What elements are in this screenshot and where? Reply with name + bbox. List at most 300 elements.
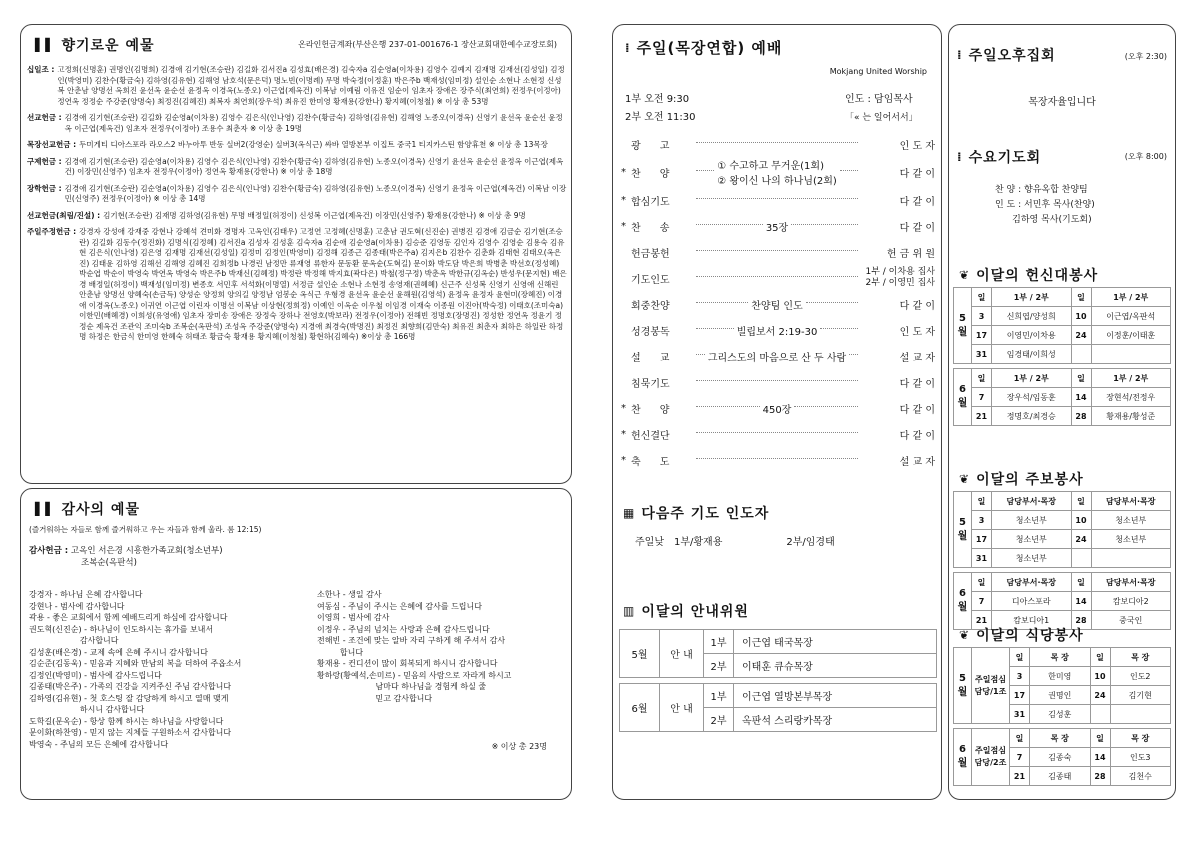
schedule-cell: 황재용/황성준 — [1091, 407, 1171, 426]
dotted-leader — [696, 354, 705, 355]
thanks-line: 믿고 감사합니다 — [317, 693, 433, 703]
offering-row-text — [65, 157, 567, 178]
weekly-title-wrap — [959, 469, 1084, 489]
offering-row-label: 장학헌금 : — [27, 183, 62, 193]
schedule-header — [954, 369, 1171, 388]
schedule-month: 6 월 — [954, 729, 972, 786]
dots-icon: ⁞ — [957, 150, 963, 164]
offering-row-note: ※ 이상 총 53명 — [436, 96, 489, 106]
thanks-line: 남마다 하나님을 경험케 하실 줄 — [317, 682, 487, 691]
leader-2: 「« 는 일어서서」 — [845, 113, 918, 123]
dotted-leader — [696, 198, 858, 199]
worship-subtitle: Mokjang United Worship — [829, 67, 927, 76]
dotted-leader — [820, 328, 858, 329]
offering-row — [27, 140, 567, 151]
worship-star — [619, 265, 629, 291]
thanks-line: 곽용 - 좋은 교회에서 함께 예배드리게 하심에 감사합니다 — [29, 613, 228, 622]
worship-star: * — [621, 194, 626, 206]
thanks-line: 김순준(김동욱) - 믿음과 지혜와 만남의 복을 더하여 주옵소서 — [29, 659, 242, 668]
schedule-table — [953, 368, 1171, 426]
worship-part: 광 고 — [631, 140, 670, 152]
weekly-title: 이달의 주보봉사 — [976, 472, 1084, 488]
schedule-header — [954, 729, 1171, 748]
offering-row-note: ※ 이상 총 19명 — [250, 123, 302, 133]
worship-star — [619, 317, 629, 343]
dotted-leader — [849, 354, 858, 355]
thanks-offer-text1: 고옥인 서은경 시흥한가족교회(청소년부) — [70, 546, 223, 556]
dotted-leader — [696, 170, 714, 171]
offering-list — [27, 65, 567, 349]
dotted-leader — [696, 302, 748, 303]
schedule-month: 5 월 — [954, 288, 972, 364]
schedule-col-header: 일 — [972, 573, 992, 592]
worship-star — [619, 369, 629, 395]
usher-month: 6월 — [620, 684, 660, 732]
worship-item — [619, 317, 937, 343]
offering-row-names: 강경자 강성애 강재중 강현나 강혜석 견미화 경명자 고옥인(김태우) 고정연 고정혜(신명훈) 고춘남 권도혁(신진순) 권병진 김경애 김금순 김기현(조승란) 김길화 김동수(정진화) 김명식(김정혜) 김서진a 김성자 김성훈 김숙자a 김순애 김순영a(이차용) 김승준 김영동 김인자 김영수 김영순 김용숙 김유현 김은식(인나영) 김은영 김재명 김재선(김성일) 김정미 김정인(박영미) 김정해 김종근 김종태(박은주a) 김지은b 김찬수 김춘화 김태현 김태오(옥은진) 김태윤 김하영 김해선 김해영 김혜진 김희정b 나경린 남정만 류재영 류한자 문동환 문옥순(도혁길) 문이화 박도담 박은희 박병춘 박선호(정성혜) 박순엽 박순이 박영숙 박연옥 박영숙 박은주b 박재신(김혜정) 박정란 박정해 박지효(곽다은) 박철(정구정) 박춘옥 박한규(김옥순) 반성우(문지현) 배은경 배정일(허정이) 백재성(임미정) 변종호 서민후 서석화(이명열) 서정금 설인순 소현나 소현정 송영재(권혜혜) 신근주 신성복 신영기 신영애 신해린 안춘남 양명선 양혜숙(손금득) 양성순 양정희 양의길 양정남 엄봉순 옥식근 우형경 윤선옥 윤순선 윤해원(김영석) 윤정옥 윤정자 윤현미(장혜진) 이경애 이경옥(노종오) 이귀연 이근엽 이린자 이명선 이복남 이상현(정희정) 이예인 이옥순 이우철 이임경 이재숙 이종원 이진아(박숙정) 이태호(조미숙a) 이한민(배혜경) 이희성(유영애) 임초자 장미송 장애은 장정숙 장하나 전영호(박보라) 전정우(이정아) 전해빈 정명호(장명진) 정성한 정연옥 정윤기 정정순 제옥건 조관익 조미숙b 조복순(옥판석) 조성옥 주강준(양명숙) 지경애 최경숙(박명진) 최정진 최향희(김만숙) 최유진 최춘자 최하은 하일란 하정명 하정은 한금식 한미영 한혜숙 허태조 황금숙 황재용 황지혜(이청철) 황현하(김혜숙) — [79, 227, 567, 341]
worship-leader: 다 같 이 — [899, 378, 935, 390]
usher-name: 옥판석 스리랑카목장 — [734, 708, 937, 732]
schedule-col-header: 1부 / 2부 — [992, 288, 1072, 307]
worship-content — [691, 131, 863, 157]
schedule-cell: 21 — [972, 611, 992, 630]
schedule-table — [953, 491, 1171, 568]
offering-row — [27, 227, 567, 343]
wed-line: 인 도 : 서민후 목사(찬양) — [995, 200, 1095, 210]
wed-line: 찬 양 : 향유옥합 찬양팀 — [995, 185, 1088, 195]
dotted-leader — [806, 302, 858, 303]
schedule-cell: 청소년부 — [1091, 511, 1171, 530]
worship-star: * — [621, 166, 626, 178]
schedule-cell: 7 — [972, 388, 992, 407]
thanks-line: 감사합니다 — [29, 636, 119, 645]
schedule-cell: 14 — [1090, 748, 1110, 767]
offering-row-text — [79, 140, 548, 151]
schedule-cell: 김종숙 — [1030, 748, 1091, 767]
dotted-leader — [791, 224, 858, 225]
schedule-cell: 14 — [1071, 388, 1091, 407]
wed-time: (오후 8:00) — [1124, 152, 1167, 161]
wed-line: 김하영 목사(기도회) — [995, 215, 1092, 225]
worship-content — [691, 187, 863, 213]
schedule-col-header: 담당부서·목장 — [1091, 573, 1171, 592]
dotted-leader — [794, 406, 858, 407]
usher-name: 이태훈 큐슈목장 — [734, 654, 937, 678]
time-2: 2부 오전 11:30 — [625, 112, 696, 123]
schedule-col-header: 담당부서·목장 — [1091, 492, 1171, 511]
dotted-leader — [696, 224, 763, 225]
worship-leader: 설 교 자 — [899, 456, 935, 468]
afternoon-title-wrap — [957, 45, 1056, 65]
schedule-table — [953, 728, 1171, 786]
heart-icon: ❦ — [959, 628, 971, 642]
schedule-cell — [1091, 345, 1171, 364]
schedule-cell: 캄보디아2 — [1091, 592, 1171, 611]
dotted-leader — [696, 406, 760, 407]
schedule-table — [953, 572, 1171, 630]
thanks-title-wrap — [35, 499, 140, 519]
usher-row — [620, 630, 937, 654]
worship-item — [619, 421, 937, 447]
dots-icon: ⁞ — [957, 48, 963, 62]
worship-title-wrap — [625, 37, 782, 58]
worship-leader — [845, 91, 918, 127]
schedule-group: 주일점심 담당/2조 — [972, 729, 1010, 786]
offering-title: 향기로운 예물 — [61, 38, 155, 54]
thanks-line: 강현나 - 범사에 감사합니다 — [29, 601, 125, 611]
worship-mid: 빌립보서 2:19-30 — [736, 326, 818, 338]
schedule-cell: 24 — [1090, 686, 1110, 705]
offering-row-label: 목장선교헌금 : — [27, 140, 77, 149]
schedule-col-header: 1부 / 2부 — [992, 369, 1072, 388]
worship-content — [691, 213, 863, 239]
thanks-line: 황하랑(황예석,손미르) - 믿음의 사람으로 자라게 하시고 — [317, 670, 512, 680]
worship-panel — [612, 24, 942, 800]
schedule-col-header: 목 장 — [1110, 648, 1171, 667]
schedule-cell: 김종태 — [1030, 767, 1091, 786]
worship-item — [619, 395, 937, 421]
worship-item — [619, 447, 937, 473]
offering-row-names: 두미게티 디아스포라 라오스2 바누아투 반동 실버2(강영순) 실버3(옥식근) 싸바 열방본부 이집트 중국1 티지카스틴 함양휴천 — [79, 140, 487, 149]
next-leaders — [635, 533, 895, 548]
schedule-col-header: 목 장 — [1030, 648, 1091, 667]
worship-leader: 다 같 이 — [899, 222, 935, 234]
schedule-cell: 14 — [1071, 592, 1091, 611]
thanks-line: 박영숙 - 주님의 모든 은혜에 감사합니다 — [29, 739, 169, 749]
worship-leader: 다 같 이 — [899, 404, 935, 416]
schedule-cell: 이근엽/옥판석 — [1091, 307, 1171, 326]
worship-content — [691, 343, 863, 369]
heart-icon: ❦ — [959, 472, 971, 486]
schedule-cell: 한미영 — [1030, 667, 1091, 686]
wed-lines — [995, 183, 1095, 228]
worship-part: 찬 양 — [631, 404, 670, 416]
schedule-cell: 24 — [1071, 530, 1091, 549]
schedule-cell: 장우석/임동훈 — [992, 388, 1072, 407]
dotted-leader — [696, 142, 858, 143]
heart-icon: ❦ — [959, 268, 971, 282]
schedule-cell: 28 — [1071, 407, 1091, 426]
worship-part: 헌신결단 — [631, 430, 670, 442]
schedule-cell: 31 — [972, 549, 992, 568]
offering-row-note: ※ 이상 총 18명 — [280, 167, 333, 176]
schedule-col-header: 1부 / 2부 — [1091, 288, 1171, 307]
offering-row — [27, 211, 567, 222]
usher-row — [620, 684, 937, 708]
schedule-row — [954, 345, 1171, 364]
schedule-cell: 신희엽/양성희 — [992, 307, 1072, 326]
worship-leader: 다 같 이 — [899, 168, 935, 180]
offering-row — [27, 65, 567, 107]
usher-service: 1부 — [704, 684, 734, 708]
dotted-leader — [696, 458, 858, 459]
offering-row-note: ※ 이상 총 13목장 — [488, 140, 548, 149]
dotted-leader — [696, 276, 858, 277]
offering-row-label: 선교헌금 : — [27, 113, 62, 122]
schedule-col-header: 일 — [1010, 648, 1030, 667]
thanks-title: 감사의 예물 — [61, 502, 140, 518]
thanks-line: 김하영(김유현) - 첫 호스팅 잘 감당하게 하시고 열매 맺게 — [29, 693, 229, 703]
schedule-col-header: 1부 / 2부 — [1091, 369, 1171, 388]
schedule-month: 6 월 — [954, 369, 972, 426]
worship-part: 회중찬양 — [631, 300, 670, 312]
worship-item — [619, 291, 937, 317]
worship-times — [625, 91, 696, 127]
thanks-line: 이영희 - 범사에 감사 — [317, 613, 390, 622]
thanks-panel — [20, 488, 572, 800]
usher-table — [619, 629, 937, 732]
worship-part: 설 교 — [631, 352, 670, 364]
schedule-cell: 10 — [1090, 667, 1110, 686]
schedule-col-header: 일 — [1090, 729, 1110, 748]
time-1: 1부 오전 9:30 — [625, 94, 690, 105]
worship-star: * — [621, 454, 626, 466]
worship-star — [619, 131, 629, 157]
worship-content — [691, 369, 863, 395]
schedule-cell: 중국인 — [1091, 611, 1171, 630]
schedule-col-header: 담당부서·목장 — [992, 492, 1072, 511]
usher-title: 이달의 안내위원 — [641, 604, 749, 620]
schedule-col-header: 일 — [972, 288, 992, 307]
devotion-tables — [953, 287, 1171, 430]
worship-item — [619, 369, 937, 395]
thanks-line: 김성훈(배은경) - 교제 속에 은혜 주시니 감사합니다 — [29, 647, 208, 657]
kitchen-tables — [953, 647, 1171, 790]
worship-content — [691, 239, 863, 265]
schedule-cell: 3 — [972, 307, 992, 326]
wed-title: 수요기도회 — [968, 150, 1042, 166]
schedule-cell: 인도3 — [1110, 748, 1171, 767]
thanks-line: 소한나 - 생일 감사 — [317, 590, 382, 599]
schedule-row — [954, 511, 1171, 530]
usher-name: 이근엽 열방본부목장 — [734, 684, 937, 708]
schedule-cell: 17 — [1010, 686, 1030, 705]
worship-leader: 설 교 자 — [899, 352, 935, 364]
next-title: 다음주 기도 인도자 — [641, 506, 770, 522]
offering-row-text — [79, 227, 567, 343]
dotted-leader — [696, 250, 858, 251]
offering-row — [27, 113, 567, 134]
thanks-line: 하시니 감사합니다 — [29, 705, 145, 714]
schedule-cell: 31 — [972, 345, 992, 364]
thanks-verse: (즐거워하는 자들로 함께 즐거워하고 우는 자들과 함께 울라. 롬 12:15) — [29, 525, 262, 534]
schedule-cell: 임경태/이희성 — [992, 345, 1072, 364]
offering-title-wrap — [35, 35, 155, 55]
schedule-cell: 권명인 — [1030, 686, 1091, 705]
schedule-cell: 정명호/최경승 — [992, 407, 1072, 426]
thanks-note: ※ 이상 총 23명 — [491, 742, 547, 751]
usher-month: 5월 — [620, 630, 660, 678]
worship-content — [691, 317, 863, 343]
worship-item — [619, 157, 937, 187]
thanks-offer — [29, 545, 223, 569]
schedule-header — [954, 648, 1171, 667]
checker-icon: ▦ — [623, 506, 636, 520]
worship-leader: 다 같 이 — [899, 430, 935, 442]
schedule-cell: 장현석/전정우 — [1091, 388, 1171, 407]
worship-part: 기도인도 — [631, 274, 670, 286]
devotion-title-wrap — [959, 265, 1098, 285]
worship-item — [619, 265, 937, 291]
worship-item — [619, 131, 937, 157]
schedule-row — [954, 549, 1171, 568]
worship-star — [619, 343, 629, 369]
schedule-col-header: 목 장 — [1110, 729, 1171, 748]
afternoon-time: (오후 2:30) — [1124, 52, 1167, 61]
schedule-cell: 21 — [1010, 767, 1030, 786]
thanks-line: 이정우 - 주님의 넘치는 사랑과 은혜 감사드립니다 — [317, 624, 490, 634]
thanks-right-list — [317, 589, 567, 704]
afternoon-text: 목장자율입니다 — [1028, 97, 1096, 108]
schedule-cell: 17 — [972, 326, 992, 345]
schedule-cell: 10 — [1071, 511, 1091, 530]
schedule-col-header: 일 — [1071, 492, 1091, 511]
worship-part: 헌금봉헌 — [631, 248, 670, 260]
worship-star: * — [621, 402, 626, 414]
thanks-line: 황재용 - 컨디션이 많이 회복되게 하시니 감사합니다 — [317, 659, 498, 668]
schedule-col-header: 일 — [1090, 648, 1110, 667]
worship-star: * — [621, 428, 626, 440]
schedule-cell — [1090, 705, 1110, 724]
schedule-cell: 3 — [972, 511, 992, 530]
schedule-cell: 청소년부 — [992, 530, 1072, 549]
schedule-col-header: 일 — [972, 369, 992, 388]
schedule-row — [954, 592, 1171, 611]
offering-row — [27, 184, 567, 205]
kitchen-title: 이달의 식당봉사 — [976, 628, 1084, 644]
schedule-cell: 31 — [1010, 705, 1030, 724]
schedule-cell: 이정훈/이태훈 — [1091, 326, 1171, 345]
schedule-cell: 7 — [972, 592, 992, 611]
usher-role: 안 내 — [660, 684, 704, 732]
offering-row — [27, 157, 567, 178]
offering-row-names: 김경애 김기현(조승란) 김순영a(이차용) 김영수 김은식(인나영) 김찬수(황금숙) 김하영(김유현) 노종오(이경옥) 신영기 윤정옥 이근엽(제옥건) 이복남 이장민(신영주) 전정우(이정아) — [64, 183, 567, 203]
thanks-line: 문이화(하찬영) - 믿지 않는 지체들 구원하소서 감사합니다 — [29, 728, 232, 737]
schedule-cell: 21 — [972, 407, 992, 426]
grid-icon: ▥ — [623, 604, 636, 618]
offering-row-label: 십일조 : — [27, 65, 55, 74]
usher-role: 안 내 — [660, 630, 704, 678]
usher-title-wrap — [623, 601, 749, 621]
offering-row-text — [57, 65, 567, 107]
offering-row-label: 선교헌금(최림/진설) : — [27, 210, 101, 220]
schedule-col-header: 일 — [1071, 573, 1091, 592]
worship-leader: 다 같 이 — [899, 300, 935, 312]
offering-row-label: 구제헌금 : — [27, 156, 62, 166]
offering-row-label: 주일주정헌금 : — [27, 227, 77, 236]
worship-item — [619, 343, 937, 369]
worship-content — [691, 265, 863, 291]
schedule-cell: 청소년부 — [992, 549, 1072, 568]
worship-item — [619, 239, 937, 265]
worship-leader: 인 도 자 — [899, 326, 935, 338]
offering-row-names: 김기현(조승란) 김재명 김하영(김유현) 무명 배정일(허정이) 신성복 이근엽(제옥건) 이장민(신영주) 황재용(강한나) — [103, 210, 477, 220]
schedule-row — [954, 307, 1171, 326]
schedule-col-header: 일 — [1071, 369, 1091, 388]
worship-part: 찬 양 — [631, 168, 670, 180]
next-label: 주일낮 — [635, 537, 664, 548]
afternoon-title: 주일오후집회 — [968, 48, 1056, 64]
usher-name: 이근엽 태국목장 — [734, 630, 937, 654]
weekly-tables — [953, 491, 1171, 634]
wed-title-wrap — [957, 147, 1041, 167]
worship-mid: ① 수고하고 무거운(1회) ② 왕이신 나의 하나님(2회) — [717, 161, 837, 187]
schedule-row — [954, 530, 1171, 549]
offering-row-note: ※이상 총 166명 — [360, 332, 416, 341]
offering-row-names: 김경애 김기현(조승란) 김순영a(이차용) 김영수 김은식(인나영) 김찬수(황금숙) 김하영(김유현) 노종오(이경옥) 신영기 윤선옥 윤순선 윤정옥 이근엽(제옥건) 이장민(신영주) 임초자 전정우(이정아) 정연옥 황재용(강한나) — [64, 156, 564, 176]
devotion-title: 이달의 헌신대봉사 — [976, 268, 1099, 284]
usher-service: 2부 — [704, 654, 734, 678]
schedule-cell: 3 — [1010, 667, 1030, 686]
offering-row-note: ※ 이상 총 9명 — [478, 210, 526, 220]
schedule-cell: 김기현 — [1110, 686, 1171, 705]
offering-row-names: 김경애 김기현(조승란) 김길화 김순영a(이차용) 김영수 김은식(인나영) 김찬수(황금숙) 김하영(김유현) 김해영 노종오(이경옥) 신영기 윤선옥 윤순선 윤정옥 이근엽(제옥건) 임초자 전정우(이정아) 조용수 최춘자 — [64, 113, 563, 133]
offering-row-text — [103, 211, 526, 222]
dotted-leader — [840, 170, 858, 171]
worship-mid: 35장 — [765, 222, 789, 234]
offering-row-text — [65, 184, 567, 205]
offering-row-names: 고정희(신명훈) 권명인(김명희) 김경애 김기현(조승란) 김길화 김서진a 김성효(배은경) 김숙자a 김순영a(이차용) 김영수 김예지 김재명 김재선(김성일) 김정인(박영미) 김찬수(황금숙) 김하영(김유현) 김해영 남호석(문은덕) 명노빈(이명례) 무명 박숙정(이정훈) 박은주b 백재성(임미정) 설인순 소현나 소현정 신성복 안춘남 양명선 옥희진 윤선옥 윤순선 윤정옥 이경옥(노종오) 이근엽(제옥건) 이복남 이예림 이유진 임순이 임초자 장애은 장주식(최연희) 전정우(이정아) 정연옥 정정순 주강준(양명숙) 최정진(김혜진) 최복자 최연희(장우석) 최유진 한미영 황재용(강한나) 황지혜(이청철) — [57, 65, 565, 106]
schedule-cell: 디아스포라 — [992, 592, 1072, 611]
leader-1: 인도 : 담임목사 — [845, 94, 913, 105]
schedule-row — [954, 388, 1171, 407]
worship-content — [691, 421, 863, 447]
schedule-cell: 28 — [1090, 767, 1110, 786]
schedule-table — [953, 647, 1171, 724]
schedule-row — [954, 407, 1171, 426]
schedule-header — [954, 573, 1171, 592]
worship-part: 침묵기도 — [631, 378, 670, 390]
worship-mid: 찬양팀 인도 — [751, 300, 803, 312]
schedule-header — [954, 288, 1171, 307]
worship-leader: 1부 / 이차용 집사 2부 / 이영민 집사 — [865, 267, 935, 288]
worship-content — [691, 447, 863, 473]
offering-row-text — [65, 113, 567, 134]
schedule-cell — [1110, 705, 1171, 724]
next-title-wrap — [623, 503, 769, 523]
schedule-cell: 7 — [1010, 748, 1030, 767]
schedule-cell: 청소년부 — [1091, 530, 1171, 549]
schedule-col-header: 일 — [1010, 729, 1030, 748]
worship-item — [619, 213, 937, 239]
schedule-cell — [1071, 549, 1091, 568]
thanks-line: 도학길(문옥순) - 항상 함께 하시는 하나님을 사랑합니다 — [29, 716, 224, 726]
schedule-cell: 인도2 — [1110, 667, 1171, 686]
worship-part: 성경봉독 — [631, 326, 670, 338]
schedule-col-header: 담당부서·목장 — [992, 573, 1072, 592]
order-of-worship — [619, 131, 937, 473]
schedule-cell: 이영민/이차용 — [992, 326, 1072, 345]
schedule-cell: 24 — [1071, 326, 1091, 345]
schedule-cell — [1071, 345, 1091, 364]
schedule-col-header: 목 장 — [1030, 729, 1091, 748]
side-panel — [948, 24, 1176, 800]
schedule-cell: 캄보디아1 — [992, 611, 1072, 630]
worship-content — [691, 157, 863, 187]
thanks-line: 전해빈 - 조건에 맞는 알바 자리 구하게 해 주셔서 감사 — [317, 636, 506, 645]
worship-part: 찬 송 — [631, 222, 670, 234]
worship-item — [619, 187, 937, 213]
worship-mid: 450장 — [762, 404, 792, 416]
dotted-leader — [696, 380, 858, 381]
schedule-cell — [1091, 549, 1171, 568]
schedule-cell: 청소년부 — [992, 511, 1072, 530]
usher-service: 1부 — [704, 630, 734, 654]
bars-icon: ▌▌ — [35, 502, 56, 516]
worship-mid: 그리스도의 마음으로 산 두 사람 — [707, 352, 847, 364]
dotted-leader — [696, 328, 734, 329]
thanks-line: 김종태(박은주) - 가족의 건강을 지켜주신 주님 감사합니다 — [29, 682, 232, 691]
